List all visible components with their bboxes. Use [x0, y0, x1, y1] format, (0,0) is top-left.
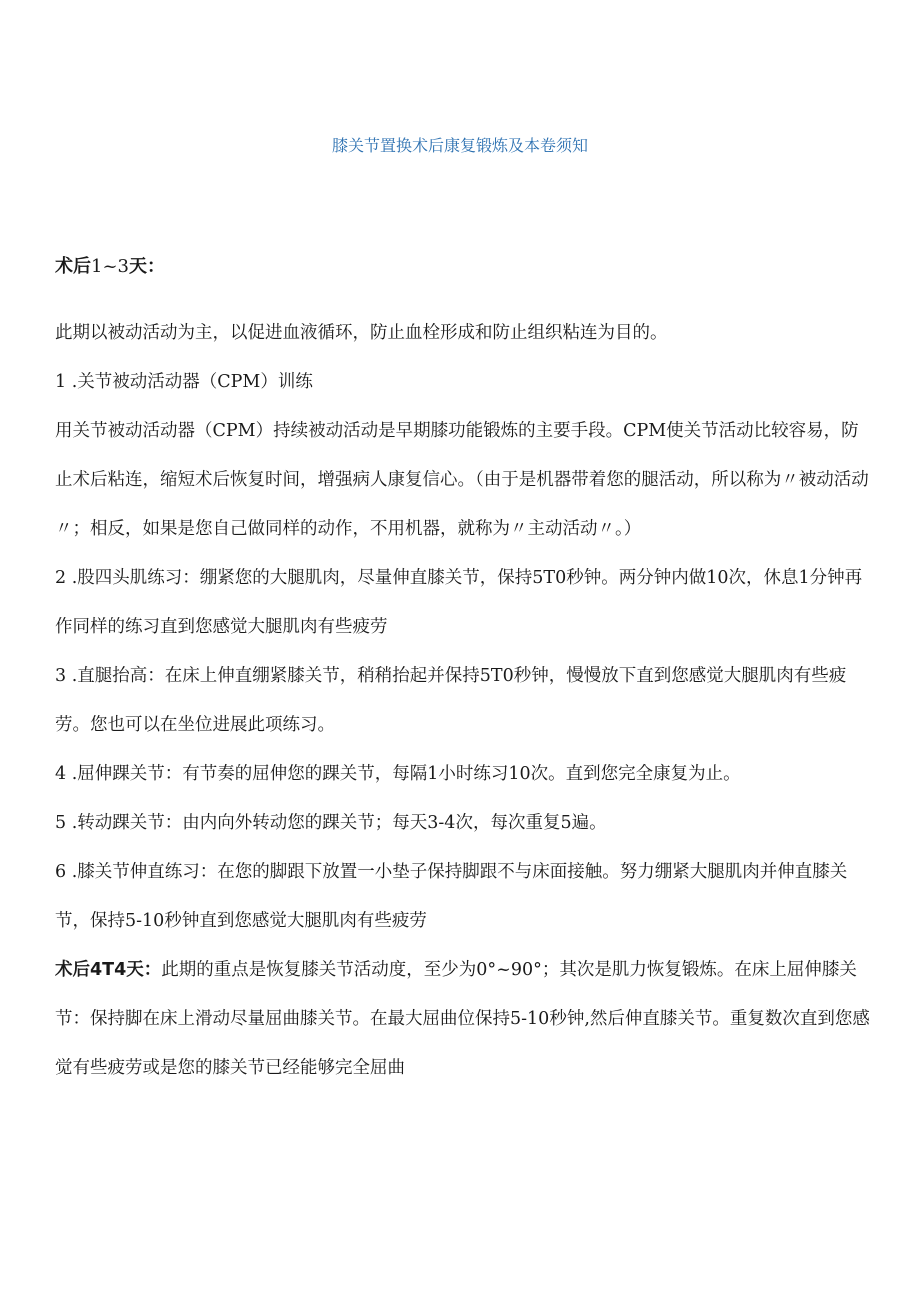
list-item-1: 1 .关节被动活动器（CPM）训练: [55, 372, 313, 392]
section-heading-day4-14: 术后4T4天：: [55, 960, 162, 980]
section-day4-14: [55, 946, 875, 1093]
intro-paragraph: 此期以被动活动为主，以促进血液循环，防止血栓形成和防止组织粘连为目的。: [55, 323, 668, 343]
cpm-description: 用关节被动活动器（CPM）持续被动活动是早期膝功能锻炼的主要手段。CPM使关节活动比较容易，防止术后粘连，缩短术后恢复时间，增强病人康复信心。（由于是机器带着您的腿活动，所以称为〃被动活动〃；相反，如果是您自己做同样的动作，不用机器，就称为〃主动活动〃。）: [55, 421, 869, 539]
list-item-4: 4 .屈伸踝关节：有节奏的屈伸您的踝关节，每隔1小时练习10次。直到您完全康复为止。: [55, 764, 741, 784]
heading-range: 1~3: [91, 256, 129, 277]
list-item-5: 5 .转动踝关节：由内向外转动您的踝关节；每天3-4次，每次重复5遍。: [55, 813, 607, 833]
section-body-day1-3: [55, 309, 875, 1093]
heading-suffix: 天：: [129, 256, 165, 277]
list-item-2: 2 .股四头肌练习：绷紧您的大腿肌肉，尽量伸直膝关节，保持5T0秒钟。两分钟内做10次，休息1分钟再作同样的练习直到您感觉大腿肌肉有些疲劳: [55, 568, 863, 637]
document-title: 膝关节置换术后康复锻炼及本卷须知: [331, 136, 588, 155]
section-heading-day1-3: [55, 252, 165, 282]
section-text-day4-14: 此期的重点是恢复膝关节活动度，至少为0°~90°；其次是肌力恢复锻炼。在床上屈伸膝关节：保持脚在床上滑动尽量屈曲膝关节。在最大屈曲位保持5-10秒钟,然后伸直膝关节。重复数次直到您感觉有些疲劳或是您的膝关节已经能够完全屈曲: [55, 960, 870, 1078]
list-item-6: 6 .膝关节伸直练习：在您的脚跟下放置一小垫子保持脚跟不与床面接触。努力绷紧大腿肌肉并伸直膝关节，保持5-10秒钟直到您感觉大腿肌肉有些疲劳: [55, 862, 848, 931]
heading-prefix: 术后: [55, 256, 91, 277]
list-item-3: 3 .直腿抬高：在床上伸直绷紧膝关节，稍稍抬起并保持5T0秒钟，慢慢放下直到您感觉大腿肌肉有些疲劳。您也可以在坐位进展此项练习。: [55, 666, 847, 735]
